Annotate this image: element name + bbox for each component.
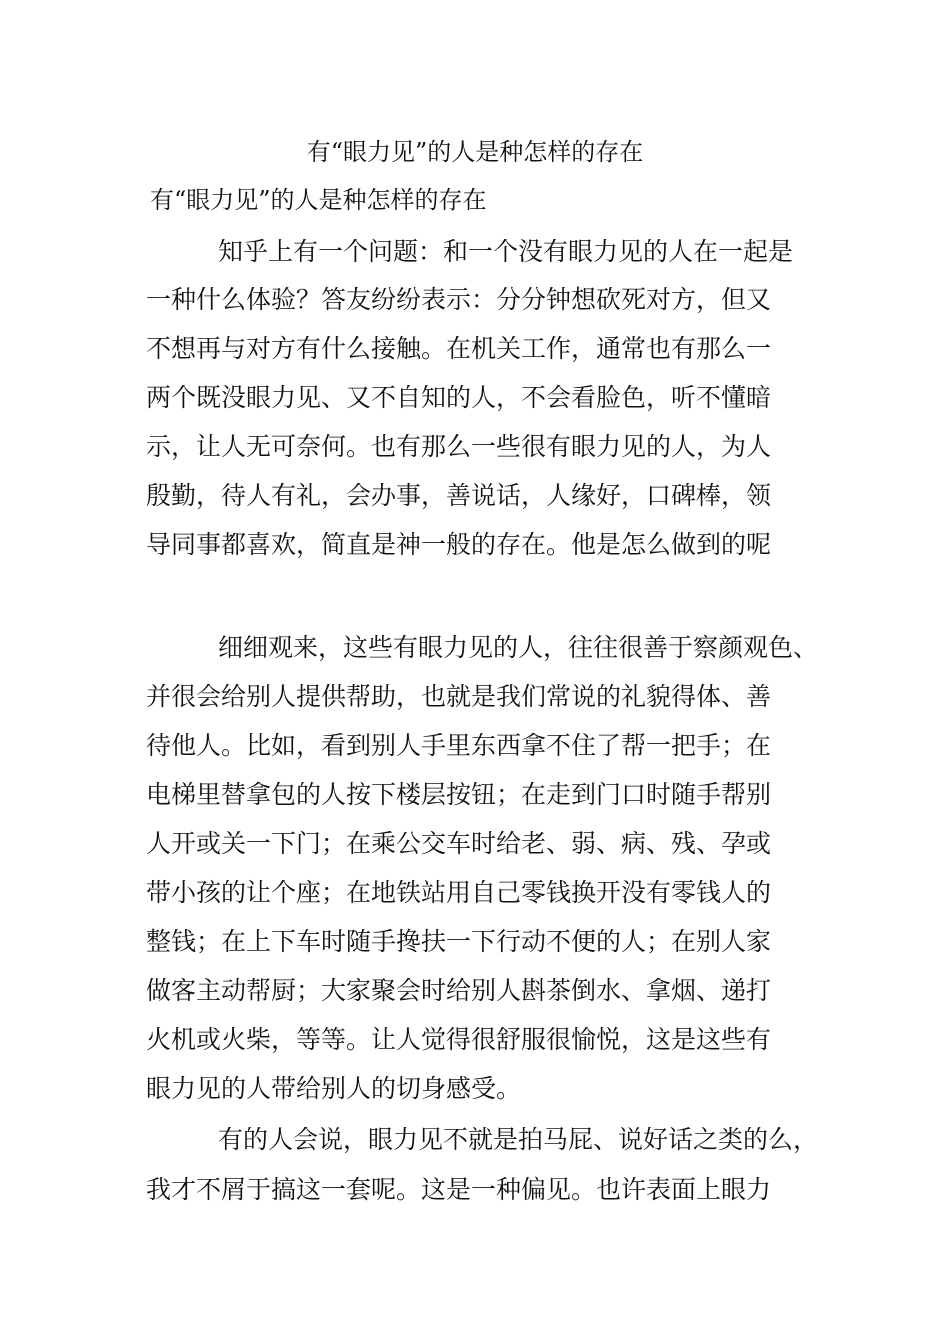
text-line: 整钱；在上下车时随手搀扶一下行动不便的人；在别人家 xyxy=(146,927,772,956)
text-line: 示，让人无可奈何。也有那么一些很有眼力见的人，为人 xyxy=(146,432,772,461)
document-subtitle: 有“眼力见”的人是种怎样的存在 xyxy=(150,186,487,214)
document-title: 有“眼力见”的人是种怎样的存在 xyxy=(306,138,644,166)
text-line: 电梯里替拿包的人按下楼层按钮；在走到门口时随手帮别 xyxy=(146,780,772,809)
text-line: 知乎上有一个问题：和一个没有眼力见的人在一起是 xyxy=(218,237,794,266)
text-line: 导同事都喜欢，简直是神一般的存在。他是怎么做到的呢 xyxy=(146,530,772,559)
text-line: 人开或关一下门；在乘公交车时给老、弱、病、残、孕或 xyxy=(146,829,772,858)
text-line: 带小孩的让个座；在地铁站用自己零钱换开没有零钱人的 xyxy=(146,878,772,907)
text-line: 一种什么体验？答友纷纷表示：分分钟想砍死对方，但又 xyxy=(146,285,772,314)
text-line: 做客主动帮厨；大家聚会时给别人斟茶倒水、拿烟、递打 xyxy=(146,976,772,1005)
text-line: 并很会给别人提供帮助，也就是我们常说的礼貌得体、善 xyxy=(146,682,772,711)
text-line: 待他人。比如，看到别人手里东西拿不住了帮一把手；在 xyxy=(146,731,772,760)
text-line: 殷勤，待人有礼，会办事，善说话，人缘好，口碑棒，领 xyxy=(146,481,772,510)
text-line: 眼力见的人带给别人的切身感受。 xyxy=(146,1074,522,1103)
text-line: 火机或火柴，等等。让人觉得很舒服很愉悦，这是这些有 xyxy=(146,1025,772,1054)
text-line: 细细观来，这些有眼力见的人，往往很善于察颜观色、 xyxy=(218,633,819,662)
text-line: 两个既没眼力见、又不自知的人，不会看脸色，听不懂暗 xyxy=(146,383,772,412)
text-line: 有的人会说，眼力见不就是拍马屁、说好话之类的么， xyxy=(218,1125,819,1154)
text-line: 不想再与对方有什么接触。在机关工作，通常也有那么一 xyxy=(146,334,772,363)
text-line: 我才不屑于搞这一套呢。这是一种偏见。也许表面上眼力 xyxy=(146,1175,772,1204)
